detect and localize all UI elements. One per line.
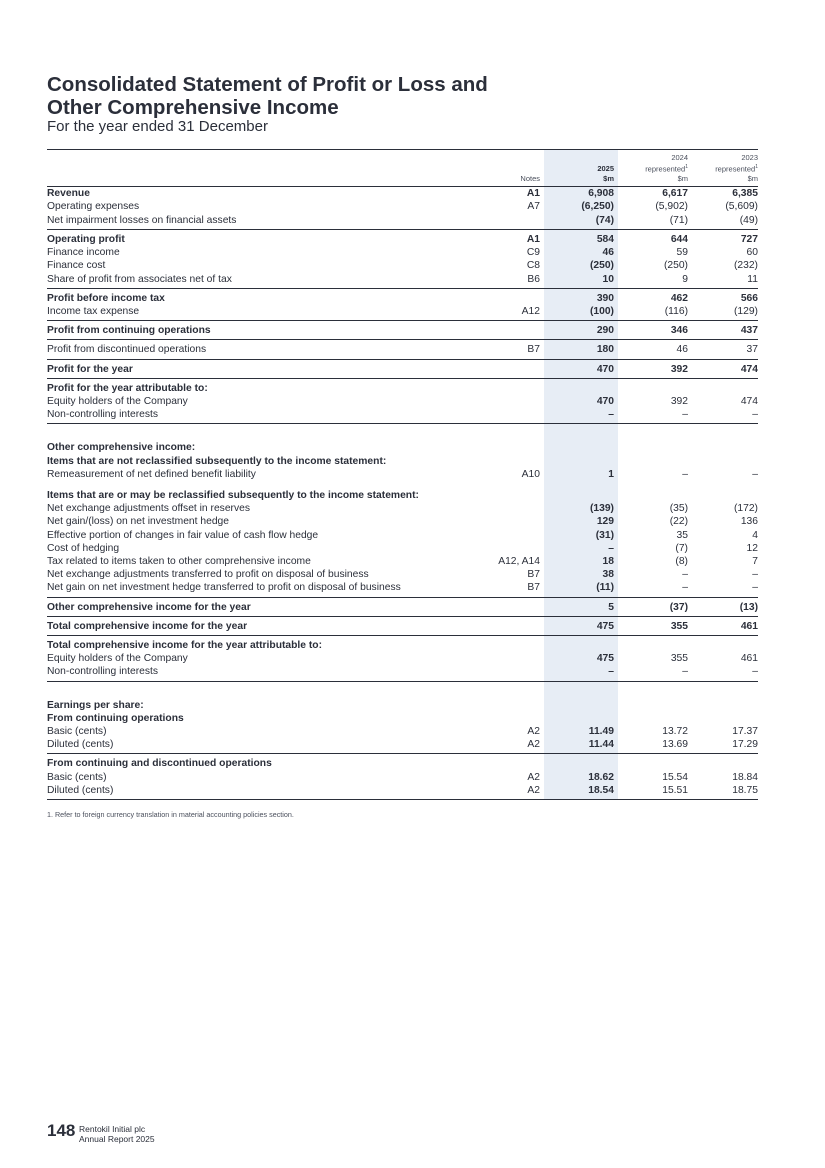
row-label: Operating profit <box>47 229 467 246</box>
row-value-2025 <box>544 378 618 395</box>
row-label: Net impairment losses on financial assets <box>47 214 237 226</box>
row-label: Other comprehensive income for the year <box>47 597 467 616</box>
row-label: Equity holders of the Company <box>47 653 188 665</box>
table-row <box>47 738 758 754</box>
table-row <box>47 635 758 652</box>
statement-body <box>47 187 758 800</box>
row-value-2025: 46 <box>544 246 618 259</box>
row-value-2023: 37 <box>688 340 758 359</box>
table-row <box>47 597 758 616</box>
row-value-2024: 355 <box>670 653 688 665</box>
row-value-2025: 390 <box>544 288 618 305</box>
row-value-2023: (172) <box>733 503 758 515</box>
row-note: B6 <box>527 273 540 285</box>
row-value-2023: – <box>752 666 758 678</box>
row-value-2023 <box>688 481 758 489</box>
row-value-2023 <box>688 754 758 771</box>
row-note <box>467 681 544 699</box>
page-subtitle: For the year ended 31 December <box>47 118 268 135</box>
row-value-2023 <box>688 424 758 442</box>
row-value-2023: (129) <box>733 305 758 317</box>
row-value-2024: – <box>682 666 688 678</box>
row-value-2024: 392 <box>670 395 688 407</box>
row-note: A2 <box>527 771 540 783</box>
row-label: Basic (cents) <box>47 725 107 737</box>
table-row <box>47 681 758 699</box>
row-value-2023: 4 <box>752 529 758 541</box>
page-footer <box>79 1124 155 1144</box>
row-value-2024: (8) <box>675 555 688 567</box>
row-note <box>467 424 544 442</box>
row-value-2025 <box>544 481 618 489</box>
table-row <box>47 229 758 246</box>
row-value-2024: 46 <box>618 340 688 359</box>
row-value-2025: – <box>544 542 618 555</box>
row-value-2025 <box>544 681 618 699</box>
row-value-2024: (250) <box>663 260 688 272</box>
row-value-2025: – <box>544 665 618 681</box>
row-value-2025: 290 <box>544 321 618 340</box>
row-label: Items that are not reclassified subsequently to the income statement: <box>47 455 387 467</box>
table-row <box>47 665 758 681</box>
report-name: Annual Report 2025 <box>79 1134 155 1144</box>
row-value-2025: 18.62 <box>544 771 618 784</box>
row-value-2023 <box>688 378 758 395</box>
row-value-2023: 12 <box>746 542 758 554</box>
row-label <box>47 681 467 699</box>
row-value-2023: 727 <box>688 229 758 246</box>
table-row <box>47 529 758 542</box>
row-value-2024: 355 <box>618 616 688 635</box>
row-label <box>47 424 467 442</box>
row-value-2023 <box>688 455 758 468</box>
row-label: Basic (cents) <box>47 771 107 783</box>
row-value-2025: 38 <box>544 568 618 581</box>
row-value-2025: 470 <box>544 395 618 408</box>
table-row <box>47 468 758 481</box>
row-note <box>467 378 544 395</box>
table-row <box>47 187 758 201</box>
row-value-2024 <box>618 635 688 652</box>
row-value-2024: 644 <box>618 229 688 246</box>
row-value-2025 <box>544 489 618 502</box>
row-value-2024: 9 <box>682 273 688 285</box>
row-value-2025: – <box>544 408 618 424</box>
table-row <box>47 214 758 230</box>
table-row <box>47 568 758 581</box>
row-value-2024: – <box>682 582 688 594</box>
row-value-2024: 462 <box>618 288 688 305</box>
header-prior-year-1-label: 2024 <box>671 153 688 162</box>
table-row <box>47 652 758 665</box>
row-value-2023: – <box>752 468 758 480</box>
row-note <box>467 455 544 468</box>
row-value-2024 <box>618 481 688 489</box>
row-value-2023 <box>688 699 758 712</box>
row-note <box>467 699 544 712</box>
row-value-2025 <box>544 699 618 712</box>
row-value-2023: (13) <box>688 597 758 616</box>
row-value-2025: 129 <box>544 515 618 528</box>
row-note: C9 <box>526 247 540 259</box>
row-value-2025: 18.54 <box>544 784 618 800</box>
row-value-2023: 18.84 <box>732 771 758 783</box>
row-label: Profit for the year attributable to: <box>47 378 467 395</box>
row-note: C8 <box>526 260 540 272</box>
row-label: Net exchange adjustments transferred to profit on disposal of business <box>47 569 369 581</box>
row-label: Total comprehensive income for the year <box>47 616 467 635</box>
row-value-2023: 17.37 <box>732 725 758 737</box>
row-label: Diluted (cents) <box>47 784 467 800</box>
header-prior-year-1-sub: represented <box>645 164 686 174</box>
row-label: Non-controlling interests <box>47 409 159 421</box>
row-value-2023: (49) <box>739 214 758 226</box>
row-note <box>467 395 544 408</box>
row-value-2023: 18.75 <box>688 784 758 800</box>
row-note: A2 <box>527 739 540 751</box>
row-label: Income tax expense <box>47 305 140 317</box>
row-label: Profit before income tax <box>47 288 467 305</box>
row-value-2024 <box>618 378 688 395</box>
row-label: Diluted (cents) <box>47 739 114 751</box>
title-line-1: Consolidated Statement of Profit or Loss and <box>47 73 488 96</box>
row-value-2023: – <box>752 582 758 594</box>
company-name: Rentokil Initial plc <box>79 1124 146 1134</box>
row-note: A7 <box>527 201 540 213</box>
row-label: Profit from continuing operations <box>47 321 467 340</box>
row-value-2023: 7 <box>752 555 758 567</box>
row-value-2025: (74) <box>544 214 618 230</box>
row-value-2023: 566 <box>688 288 758 305</box>
row-value-2024: 6,617 <box>662 188 688 200</box>
row-label: Profit for the year <box>47 359 467 378</box>
row-value-2025: 584 <box>544 229 618 246</box>
row-value-2024: (71) <box>669 214 688 226</box>
table-row <box>47 359 758 378</box>
table-row <box>47 408 758 424</box>
row-note <box>467 489 544 502</box>
row-value-2025: 11.44 <box>544 738 618 754</box>
row-value-2025: 1 <box>544 468 618 481</box>
row-note <box>467 481 544 489</box>
table-row <box>47 784 758 800</box>
row-value-2025 <box>544 635 618 652</box>
row-value-2025: (139) <box>544 502 618 515</box>
row-value-2025: 10 <box>544 273 618 289</box>
header-prior-year-2-label: 2023 <box>741 153 758 162</box>
row-value-2025: (250) <box>544 259 618 272</box>
header-prior-year-2-sub: represented <box>715 164 756 174</box>
row-label: Cost of hedging <box>47 542 120 554</box>
row-note <box>467 754 544 771</box>
row-value-2023: 474 <box>688 359 758 378</box>
row-value-2024 <box>618 424 688 442</box>
row-value-2024: 13.72 <box>662 725 688 737</box>
row-value-2025: (31) <box>544 529 618 542</box>
row-note <box>467 712 544 725</box>
row-value-2024 <box>618 441 688 454</box>
table-row <box>47 725 758 738</box>
row-value-2024: 346 <box>618 321 688 340</box>
row-label: Net exchange adjustments offset in reserves <box>47 503 250 515</box>
row-value-2025: 18 <box>544 555 618 568</box>
table-row <box>47 754 758 771</box>
row-value-2023: 474 <box>740 395 758 407</box>
table-row <box>47 441 758 454</box>
row-label: Net gain/(loss) on net investment hedge <box>47 516 230 528</box>
row-value-2023: – <box>752 569 758 581</box>
row-note <box>467 502 544 515</box>
row-value-2025: 180 <box>544 340 618 359</box>
row-value-2023: 6,385 <box>732 188 758 200</box>
row-note: A12 <box>521 305 540 317</box>
row-value-2024: – <box>682 569 688 581</box>
row-value-2023: 60 <box>746 247 758 259</box>
row-note <box>467 597 544 616</box>
header-prior-year-1-unit: $m <box>677 173 688 183</box>
row-note <box>467 408 544 424</box>
table-row <box>47 340 758 359</box>
row-label: Finance cost <box>47 260 106 272</box>
row-value-2025: (100) <box>544 305 618 321</box>
header-label-cell <box>47 150 467 187</box>
row-value-2024: – <box>682 409 688 421</box>
table-row <box>47 378 758 395</box>
row-note <box>467 288 544 305</box>
table-row <box>47 395 758 408</box>
row-label: Equity holders of the Company <box>47 395 188 407</box>
table-row <box>47 771 758 784</box>
table-row <box>47 273 758 289</box>
row-value-2023: 11 <box>747 273 758 285</box>
table-row <box>47 321 758 340</box>
row-value-2025: 5 <box>544 597 618 616</box>
row-value-2023: (5,609) <box>725 201 758 213</box>
table-row <box>47 581 758 597</box>
table-row <box>47 424 758 442</box>
row-value-2025: 475 <box>544 652 618 665</box>
page-number: 148 <box>47 1121 76 1140</box>
row-label: Total comprehensive income for the year attributable to: <box>47 635 467 652</box>
table-row <box>47 502 758 515</box>
row-value-2024: 35 <box>676 529 688 541</box>
header-prior-year-1 <box>618 150 688 187</box>
row-value-2024 <box>618 754 688 771</box>
table-row <box>47 246 758 259</box>
header-notes-label: Notes <box>520 173 540 183</box>
row-label: Non-controlling interests <box>47 666 159 678</box>
row-value-2025 <box>544 754 618 771</box>
header-prior-year-2 <box>688 150 758 187</box>
table-row <box>47 515 758 528</box>
table-row <box>47 542 758 555</box>
row-note <box>467 616 544 635</box>
row-value-2023 <box>688 489 758 502</box>
table-row <box>47 616 758 635</box>
row-value-2023: 136 <box>740 516 758 528</box>
table-row <box>47 481 758 489</box>
row-label: Revenue <box>47 188 90 200</box>
table-header-row <box>47 150 758 187</box>
header-notes <box>467 150 544 187</box>
row-value-2024: (116) <box>664 305 688 317</box>
row-value-2025: (6,250) <box>544 200 618 213</box>
row-value-2023 <box>688 635 758 652</box>
row-label: Tax related to items taken to other comprehensive income <box>47 555 311 567</box>
row-note <box>467 635 544 652</box>
row-value-2024 <box>618 712 688 725</box>
row-value-2025 <box>544 712 618 725</box>
row-note: A10 <box>521 468 540 480</box>
statement-table <box>47 149 758 800</box>
row-value-2025: 470 <box>544 359 618 378</box>
row-value-2023 <box>688 441 758 454</box>
row-value-2024: – <box>682 468 688 480</box>
row-value-2023: (232) <box>733 260 758 272</box>
header-current-unit: $m <box>603 173 614 183</box>
row-value-2023: 461 <box>688 616 758 635</box>
row-value-2024 <box>618 699 688 712</box>
row-value-2025: 11.49 <box>544 725 618 738</box>
row-value-2024 <box>618 489 688 502</box>
row-label: Operating expenses <box>47 201 140 213</box>
row-value-2023 <box>688 681 758 699</box>
table-row <box>47 712 758 725</box>
row-value-2023: – <box>752 409 758 421</box>
footnote-mark: 1 <box>755 163 758 170</box>
row-value-2024: (7) <box>675 542 688 554</box>
row-value-2024: 13.69 <box>662 739 688 751</box>
header-current-year <box>544 150 618 187</box>
table-row <box>47 699 758 712</box>
row-value-2024: 392 <box>618 359 688 378</box>
row-label: Finance income <box>47 247 120 259</box>
row-value-2024 <box>618 455 688 468</box>
row-value-2024: (37) <box>618 597 688 616</box>
row-note <box>467 529 544 542</box>
row-label <box>47 481 467 489</box>
row-label: Share of profit from associates net of tax <box>47 273 232 285</box>
footnote: 1. Refer to foreign currency translation in material accounting policies section. <box>47 810 294 819</box>
table-row <box>47 259 758 272</box>
row-note: A1 <box>467 229 544 246</box>
row-note <box>467 214 544 230</box>
row-value-2023: 437 <box>688 321 758 340</box>
row-note: B7 <box>527 569 540 581</box>
row-note: A12, A14 <box>498 555 540 567</box>
row-value-2023: 17.29 <box>732 739 758 751</box>
row-value-2025: 475 <box>544 616 618 635</box>
row-note: B7 <box>467 340 544 359</box>
table-row <box>47 555 758 568</box>
row-value-2024: (22) <box>669 516 688 528</box>
row-label: From continuing and discontinued operations <box>47 754 467 771</box>
row-value-2024: 15.51 <box>618 784 688 800</box>
row-value-2024: (5,902) <box>655 201 688 213</box>
row-note <box>467 652 544 665</box>
row-note: A2 <box>467 784 544 800</box>
row-label: Items that are or may be reclassified subsequently to the income statement: <box>47 489 419 501</box>
header-current-year-label: 2025 <box>597 164 614 174</box>
row-note <box>467 542 544 555</box>
row-value-2023 <box>688 712 758 725</box>
row-value-2024: 59 <box>676 247 688 259</box>
table-row <box>47 305 758 321</box>
row-label: Other comprehensive income: <box>47 442 196 454</box>
row-value-2024: (35) <box>669 503 688 515</box>
row-value-2024 <box>618 681 688 699</box>
row-label: Profit from discontinued operations <box>47 340 467 359</box>
row-note <box>467 321 544 340</box>
header-prior-year-2-unit: $m <box>747 173 758 183</box>
row-note: A2 <box>527 725 540 737</box>
table-row <box>47 455 758 468</box>
title-line-2: Other Comprehensive Income <box>47 96 339 119</box>
row-label: Effective portion of changes in fair value of cash flow hedge <box>47 529 319 541</box>
row-note: A1 <box>526 188 540 200</box>
row-value-2025 <box>544 424 618 442</box>
row-value-2024: 15.54 <box>662 771 688 783</box>
footnote-mark: 1 <box>685 163 688 170</box>
row-note <box>467 515 544 528</box>
row-note <box>467 441 544 454</box>
table-row <box>47 288 758 305</box>
page-title <box>47 73 488 119</box>
row-label: From continuing operations <box>47 712 184 724</box>
table-row <box>47 489 758 502</box>
row-label: Remeasurement of net defined benefit liability <box>47 468 256 480</box>
row-note: B7 <box>527 582 540 594</box>
row-value-2025 <box>544 441 618 454</box>
row-value-2023: 461 <box>740 653 758 665</box>
row-note <box>467 665 544 681</box>
row-value-2025: (11) <box>544 581 618 597</box>
row-value-2025: 6,908 <box>544 187 618 201</box>
table-row <box>47 200 758 213</box>
row-note <box>467 359 544 378</box>
row-label: Net gain on net investment hedge transferred to profit on disposal of business <box>47 582 401 594</box>
row-value-2025 <box>544 455 618 468</box>
row-label: Earnings per share: <box>47 699 144 711</box>
